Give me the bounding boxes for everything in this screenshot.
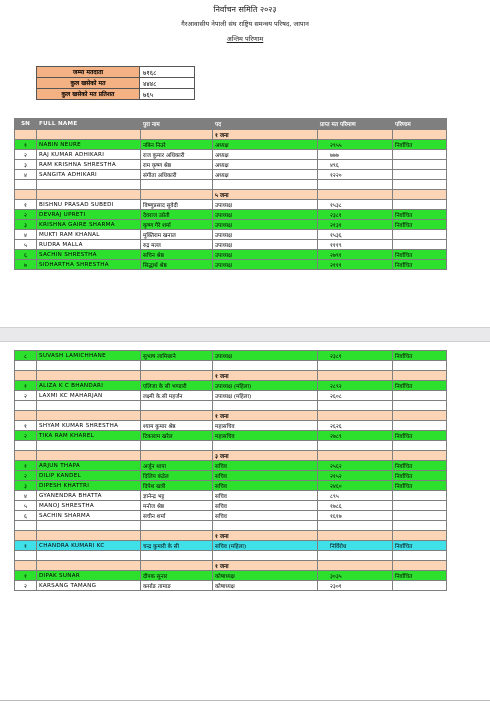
- cell-post: १ जना: [213, 130, 318, 140]
- cell-votes: [318, 441, 393, 451]
- cell-sn: १: [15, 571, 37, 581]
- summary-table: [36, 66, 195, 100]
- cell-votes: ८९५: [318, 491, 393, 501]
- cell-result: [393, 240, 447, 250]
- cell-result: [393, 421, 447, 431]
- cell-nepali-name: ज्ञानेन्द्र भट्ट: [141, 491, 213, 501]
- cell-result: निर्वाचित: [393, 210, 447, 220]
- result-title: अन्तिम परिणाम: [226, 35, 264, 43]
- page-separator: [0, 327, 490, 342]
- table-header-row: [15, 119, 447, 130]
- table-row: [15, 240, 447, 250]
- cell-post: उपाध्यक्ष (महिला): [213, 381, 318, 391]
- cell-full-name: DIPAK SUNAR: [37, 571, 141, 581]
- cell-result: निर्वाचित: [393, 260, 447, 270]
- cell-post: उपाध्यक्ष: [213, 260, 318, 270]
- cell-votes: २३८१: [318, 351, 393, 361]
- cell-votes: २३०१: [318, 581, 393, 591]
- cell-full-name: [37, 561, 141, 571]
- cell-result: निर्वाचित: [393, 381, 447, 391]
- summary-row: [37, 67, 195, 78]
- cell-nepali-name: रुद्र मल्ल: [141, 240, 213, 250]
- cell-sn: ४: [15, 491, 37, 501]
- cell-full-name: SACHIN SHRESTHA: [37, 250, 141, 260]
- cell-full-name: SIDHARTHA SHRESTHA: [37, 260, 141, 270]
- cell-post: कोषाध्यक्ष: [213, 571, 318, 581]
- cell-nepali-name: [141, 190, 213, 200]
- section-row: [15, 130, 447, 140]
- cell-post: उपाध्यक्ष: [213, 200, 318, 210]
- cell-full-name: KARSANG TAMANG: [37, 581, 141, 591]
- cell-result: [393, 170, 447, 180]
- cell-post: अध्यक्ष: [213, 140, 318, 150]
- col-post: पद: [213, 119, 318, 130]
- cell-sn: २: [15, 150, 37, 160]
- summary-value: ४४४८: [140, 78, 195, 89]
- cell-nepali-name: नबिन निउरे: [141, 140, 213, 150]
- cell-nepali-name: [141, 561, 213, 571]
- table-row: [15, 351, 447, 361]
- cell-nepali-name: कर्साङ तामाङ: [141, 581, 213, 591]
- cell-post: सचिव: [213, 491, 318, 501]
- cell-full-name: SACHIN SHARMA: [37, 511, 141, 521]
- cell-post: [213, 361, 318, 371]
- cell-full-name: ALIZA K C BHANDARI: [37, 381, 141, 391]
- cell-full-name: SHYAM KUMAR SHRESTHA: [37, 421, 141, 431]
- cell-nepali-name: दीपक सुनार: [141, 571, 213, 581]
- cell-result: [393, 200, 447, 210]
- cell-post: १ जना: [213, 411, 318, 421]
- cell-result: [393, 401, 447, 411]
- cell-post: सचिव: [213, 501, 318, 511]
- cell-nepali-name: मुक्तिराम खनाल: [141, 230, 213, 240]
- cell-nepali-name: राम कृष्ण श्रेष्ठ: [141, 160, 213, 170]
- cell-result: [393, 230, 447, 240]
- spacer-row: [15, 361, 447, 371]
- cell-result: [393, 561, 447, 571]
- cell-votes: [318, 561, 393, 571]
- section-row: [15, 411, 447, 421]
- cell-result: [393, 150, 447, 160]
- cell-votes: २९५५: [318, 140, 393, 150]
- cell-nepali-name: संगीता अधिकारी: [141, 170, 213, 180]
- cell-nepali-name: [141, 130, 213, 140]
- cell-nepali-name: सुभाष लामिछाने: [141, 351, 213, 361]
- cell-nepali-name: श्याम कुमार श्रेष्ठ: [141, 421, 213, 431]
- cell-sn: ८: [15, 351, 37, 361]
- cell-full-name: DEVRAJ UPRETI: [37, 210, 141, 220]
- cell-sn: ५: [15, 501, 37, 511]
- table-row: [15, 501, 447, 511]
- cell-post: ५ जना: [213, 190, 318, 200]
- cell-full-name: RAM KRISHNA SHRESTHA: [37, 160, 141, 170]
- cell-full-name: [37, 371, 141, 381]
- section-row: [15, 451, 447, 461]
- cell-post: उपाध्यक्ष: [213, 220, 318, 230]
- cell-sn: २: [15, 471, 37, 481]
- cell-full-name: NABIN NEURE: [37, 140, 141, 150]
- section-row: [15, 561, 447, 571]
- table-row: [15, 421, 447, 431]
- cell-sn: [15, 521, 37, 531]
- cell-post: [213, 441, 318, 451]
- cell-post: १ जना: [213, 531, 318, 541]
- cell-result: [393, 551, 447, 561]
- cell-sn: १: [15, 381, 37, 391]
- cell-full-name: TIKA RAM KHAREL: [37, 431, 141, 441]
- col-nepali-name: पुरा नाम: [141, 119, 213, 130]
- cell-result: निर्वाचित: [393, 250, 447, 260]
- cell-votes: [318, 190, 393, 200]
- cell-votes: १५३८: [318, 200, 393, 210]
- cell-nepali-name: [141, 361, 213, 371]
- cell-sn: ३: [15, 481, 37, 491]
- col-sn: SN: [15, 119, 37, 130]
- cell-post: [213, 551, 318, 561]
- cell-full-name: [37, 190, 141, 200]
- cell-full-name: CHANDRA KUMARI KC: [37, 541, 141, 551]
- cell-post: १ जना: [213, 561, 318, 571]
- document-page-1: [0, 0, 490, 327]
- cell-sn: १: [15, 200, 37, 210]
- cell-result: [393, 180, 447, 190]
- cell-full-name: [37, 411, 141, 421]
- cell-sn: [15, 441, 37, 451]
- summary-row: [37, 89, 195, 100]
- cell-full-name: SANGITA ADHIKARI: [37, 170, 141, 180]
- cell-votes: निर्विरोध: [318, 541, 393, 551]
- summary-value: ७१६८: [140, 67, 195, 78]
- cell-votes: २७८९: [318, 431, 393, 441]
- summary-label: कुल खसेको मत प्रतिशत: [37, 89, 140, 100]
- section-row: [15, 190, 447, 200]
- col-result: परिणाम: [393, 119, 447, 130]
- cell-votes: [318, 130, 393, 140]
- table-row: [15, 511, 447, 521]
- cell-result: निर्वाचित: [393, 351, 447, 361]
- cell-votes: ७७७: [318, 150, 393, 160]
- cell-post: सचिव: [213, 511, 318, 521]
- cell-votes: [318, 521, 393, 531]
- cell-result: [393, 130, 447, 140]
- cell-votes: ३०३५: [318, 571, 393, 581]
- cell-sn: [15, 371, 37, 381]
- cell-nepali-name: [141, 180, 213, 190]
- cell-votes: [318, 411, 393, 421]
- table-row: [15, 541, 447, 551]
- table-row: [15, 250, 447, 260]
- cell-post: सचिव: [213, 461, 318, 471]
- cell-full-name: [37, 521, 141, 531]
- cell-result: [393, 160, 447, 170]
- cell-votes: २८९२: [318, 381, 393, 391]
- cell-result: [393, 391, 447, 401]
- committee-title: निर्वाचन समिति २०२३: [213, 5, 277, 14]
- cell-votes: २१११: [318, 260, 393, 270]
- table-row: [15, 200, 447, 210]
- cell-result: [393, 511, 447, 521]
- cell-post: अध्यक्ष: [213, 160, 318, 170]
- cell-nepali-name: सचीन शर्मा: [141, 511, 213, 521]
- cell-votes: २५६२: [318, 461, 393, 471]
- table-row: [15, 230, 447, 240]
- cell-post: [213, 180, 318, 190]
- cell-sn: ६: [15, 250, 37, 260]
- cell-sn: ३: [15, 160, 37, 170]
- cell-sn: [15, 401, 37, 411]
- cell-votes: १११९: [318, 240, 393, 250]
- cell-full-name: ARJUN THAPA: [37, 461, 141, 471]
- cell-votes: [318, 371, 393, 381]
- cell-result: [393, 190, 447, 200]
- cell-nepali-name: विष्णुप्रसाद सुवेदी: [141, 200, 213, 210]
- cell-votes: २४६०: [318, 481, 393, 491]
- cell-result: निर्वाचित: [393, 471, 447, 481]
- cell-result: [393, 531, 447, 541]
- cell-nepali-name: चन्द्र कुमारी के सी: [141, 541, 213, 551]
- cell-sn: [15, 180, 37, 190]
- cell-sn: ७: [15, 260, 37, 270]
- cell-result: [393, 521, 447, 531]
- spacer-row: [15, 551, 447, 561]
- cell-sn: २: [15, 210, 37, 220]
- cell-votes: [318, 551, 393, 561]
- cell-sn: २: [15, 431, 37, 441]
- cell-full-name: [37, 441, 141, 451]
- cell-sn: १: [15, 461, 37, 471]
- table-row: [15, 160, 447, 170]
- cell-full-name: DIPESH KHATTRI: [37, 481, 141, 491]
- cell-sn: ४: [15, 230, 37, 240]
- col-full-name: FULL NAME: [37, 119, 141, 130]
- cell-sn: [15, 561, 37, 571]
- table-row: [15, 571, 447, 581]
- cell-post: उपाध्यक्ष: [213, 240, 318, 250]
- cell-nepali-name: [141, 401, 213, 411]
- cell-nepali-name: एलिजा के सी भण्डारी: [141, 381, 213, 391]
- cell-votes: १२२०: [318, 170, 393, 180]
- summary-label: कुल खसेको मत: [37, 78, 140, 89]
- cell-full-name: LAXMI KC MAHARJAN: [37, 391, 141, 401]
- cell-sn: [15, 451, 37, 461]
- table-row: [15, 391, 447, 401]
- cell-sn: १: [15, 541, 37, 551]
- cell-post: सचिव: [213, 471, 318, 481]
- cell-post: ३ जना: [213, 451, 318, 461]
- cell-post: उपाध्यक्ष (महिला): [213, 391, 318, 401]
- table-row: [15, 481, 447, 491]
- summary-value: ७६५: [140, 89, 195, 100]
- cell-full-name: [37, 401, 141, 411]
- cell-votes: [318, 180, 393, 190]
- cell-full-name: MUKTI RAM KHANAL: [37, 230, 141, 240]
- cell-full-name: RUDRA MALLA: [37, 240, 141, 250]
- cell-sn: २: [15, 391, 37, 401]
- cell-post: अध्यक्ष: [213, 170, 318, 180]
- cell-nepali-name: मनोज श्रेष्ठ: [141, 501, 213, 511]
- table-row: [15, 461, 447, 471]
- cell-nepali-name: [141, 441, 213, 451]
- page-bottom-line: [0, 700, 490, 701]
- cell-nepali-name: सचिन श्रेष्ठ: [141, 250, 213, 260]
- cell-full-name: [37, 451, 141, 461]
- organization-title: गैरआवासीय नेपाली संघ राष्ट्रिय समन्वय परिषद, जापान: [181, 20, 309, 28]
- cell-nepali-name: राज कुमार अधिकारी: [141, 150, 213, 160]
- cell-sn: [15, 411, 37, 421]
- cell-nepali-name: [141, 551, 213, 561]
- results-table-continued: [14, 350, 447, 591]
- section-row: [15, 371, 447, 381]
- cell-post: उपाध्यक्ष: [213, 210, 318, 220]
- cell-nepali-name: दिलिप कंडेल: [141, 471, 213, 481]
- cell-full-name: [37, 361, 141, 371]
- cell-result: [393, 501, 447, 511]
- table-row: [15, 170, 447, 180]
- cell-result: [393, 491, 447, 501]
- summary-label: जम्मा मतदाता: [37, 67, 140, 78]
- cell-nepali-name: [141, 371, 213, 381]
- cell-sn: [15, 361, 37, 371]
- cell-votes: [318, 401, 393, 411]
- cell-full-name: MANOJ SHRESTHA: [37, 501, 141, 511]
- cell-sn: ४: [15, 170, 37, 180]
- spacer-row: [15, 441, 447, 451]
- cell-full-name: DILIP KANDEL: [37, 471, 141, 481]
- spacer-row: [15, 180, 447, 190]
- cell-full-name: [37, 551, 141, 561]
- cell-result: निर्वाचित: [393, 220, 447, 230]
- table-row: [15, 260, 447, 270]
- cell-nepali-name: कृष्ण गैरे शर्मा: [141, 220, 213, 230]
- cell-votes: [318, 361, 393, 371]
- cell-votes: २१३१: [318, 220, 393, 230]
- table-row: [15, 210, 447, 220]
- cell-post: अध्यक्ष: [213, 150, 318, 160]
- cell-votes: २६०८: [318, 391, 393, 401]
- cell-votes: [318, 531, 393, 541]
- section-row: [15, 531, 447, 541]
- cell-votes: ४९६: [318, 160, 393, 170]
- cell-result: निर्वाचित: [393, 541, 447, 551]
- cell-nepali-name: सिद्धार्थ श्रेष्ठ: [141, 260, 213, 270]
- cell-full-name: RAJ KUMAR ADHIKARI: [37, 150, 141, 160]
- cell-post: सचिव: [213, 481, 318, 491]
- summary-row: [37, 78, 195, 89]
- cell-sn: १: [15, 421, 37, 431]
- cell-nepali-name: अर्जुन थापा: [141, 461, 213, 471]
- cell-nepali-name: [141, 531, 213, 541]
- cell-sn: [15, 551, 37, 561]
- cell-result: निर्वाचित: [393, 461, 447, 471]
- document-page-2: [0, 342, 490, 720]
- cell-nepali-name: [141, 411, 213, 421]
- table-row: [15, 491, 447, 501]
- cell-full-name: SUVASH LAMICHHANE: [37, 351, 141, 361]
- table-row: [15, 140, 447, 150]
- cell-votes: २७९१: [318, 250, 393, 260]
- cell-votes: २३८१: [318, 210, 393, 220]
- cell-sn: ६: [15, 511, 37, 521]
- cell-nepali-name: [141, 521, 213, 531]
- cell-result: [393, 451, 447, 461]
- cell-post: कोषाध्यक्ष: [213, 581, 318, 591]
- cell-nepali-name: [141, 451, 213, 461]
- table-row: [15, 381, 447, 391]
- cell-sn: २: [15, 581, 37, 591]
- cell-votes: २६२६: [318, 421, 393, 431]
- cell-result: निर्वाचित: [393, 481, 447, 491]
- cell-full-name: KRISHNA GAIRE SHARMA: [37, 220, 141, 230]
- cell-sn: [15, 130, 37, 140]
- cell-sn: [15, 531, 37, 541]
- cell-post: महासचिव: [213, 431, 318, 441]
- cell-post: महासचिव: [213, 421, 318, 431]
- cell-post: उपाध्यक्ष: [213, 351, 318, 361]
- cell-sn: ३: [15, 220, 37, 230]
- cell-result: [393, 361, 447, 371]
- cell-result: [393, 371, 447, 381]
- spacer-row: [15, 521, 447, 531]
- cell-post: सचिव (महिला): [213, 541, 318, 551]
- cell-result: [393, 411, 447, 421]
- cell-post: उपाध्यक्ष: [213, 250, 318, 260]
- cell-nepali-name: देवराज उप्रेती: [141, 210, 213, 220]
- cell-result: निर्वाचित: [393, 140, 447, 150]
- cell-votes: १६१७: [318, 511, 393, 521]
- cell-post: उपाध्यक्ष: [213, 230, 318, 240]
- cell-full-name: BISHNU PRASAD SUBEDI: [37, 200, 141, 210]
- cell-nepali-name: टिकाराम खरेल: [141, 431, 213, 441]
- cell-sn: १: [15, 140, 37, 150]
- cell-nepali-name: लक्ष्मी के.सी महर्जन: [141, 391, 213, 401]
- cell-result: निर्वाचित: [393, 571, 447, 581]
- table-row: [15, 431, 447, 441]
- cell-result: निर्वाचित: [393, 431, 447, 441]
- cell-votes: १५३६: [318, 230, 393, 240]
- cell-votes: २१५२: [318, 471, 393, 481]
- cell-votes: [318, 451, 393, 461]
- cell-full-name: [37, 180, 141, 190]
- table-row: [15, 220, 447, 230]
- cell-result: [393, 441, 447, 451]
- cell-full-name: [37, 531, 141, 541]
- col-votes: प्राप्त मत परिमाण: [318, 119, 393, 130]
- cell-full-name: [37, 130, 141, 140]
- cell-full-name: GYANENDRA BHATTA: [37, 491, 141, 501]
- cell-sn: [15, 190, 37, 200]
- cell-result: [393, 581, 447, 591]
- cell-post: १ जना: [213, 371, 318, 381]
- results-table: [14, 118, 447, 270]
- cell-sn: ५: [15, 240, 37, 250]
- cell-post: [213, 401, 318, 411]
- table-row: [15, 581, 447, 591]
- cell-post: [213, 521, 318, 531]
- cell-nepali-name: दिपेश खत्री: [141, 481, 213, 491]
- spacer-row: [15, 401, 447, 411]
- cell-votes: १७८६: [318, 501, 393, 511]
- table-row: [15, 150, 447, 160]
- table-row: [15, 471, 447, 481]
